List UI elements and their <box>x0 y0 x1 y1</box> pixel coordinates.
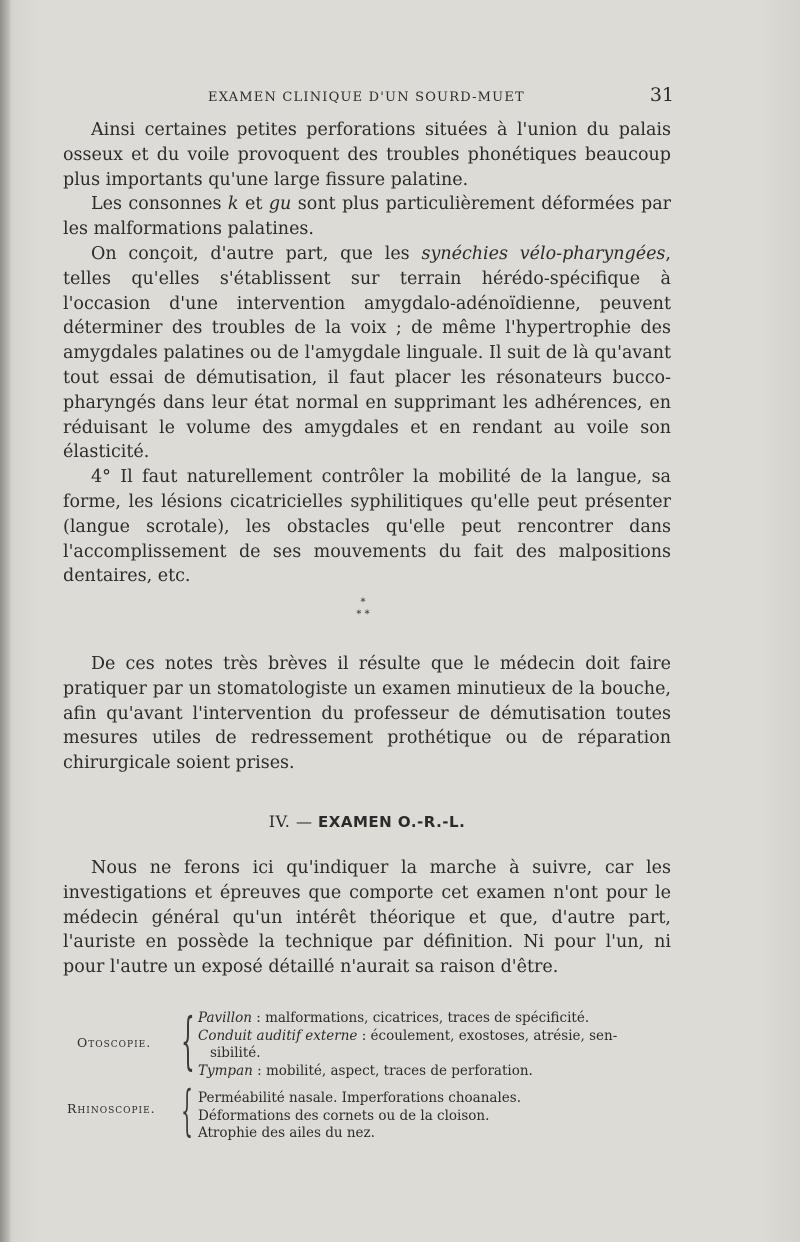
list-item: Perméabilité nasale. Imperforations choanales. <box>198 1090 521 1106</box>
star-top: * <box>360 597 366 608</box>
paragraph-text: Les consonnes <box>91 194 228 215</box>
brace-icon: { <box>181 1079 194 1142</box>
list-item: Déformations des cornets ou de la cloison. <box>198 1107 490 1124</box>
body-text-top <box>63 118 671 589</box>
page-number: 31 <box>649 84 674 106</box>
paragraph-section-intro: Nous ne ferons ici qu'indiquer la marche à suivre, car les investigations et épreuves que comporte cet examen n'ont pour le médecin général qu'un intérêt théorique et que, d'autre part, l'auriste en possède la technique par définition. Ni pour l'un, ni pour l'autre un exposé détaillé n'aurait sa raison d'être. <box>63 858 671 978</box>
item-term: Conduit auditif externe <box>198 1027 358 1044</box>
paragraph-conclusion: De ces notes très brèves il résulte que le médecin doit faire pratiquer par un stomatologiste un examen minutieux de la bouche, afin qu'avant l'intervention du professeur de démutisation toutes mesures utiles de redressement prothétique ou de réparation chirurgicale soient prises. <box>63 654 671 774</box>
section-title: EXAMEN O.-R.-L. <box>318 813 466 831</box>
section-separator-stars <box>343 597 383 621</box>
page-header <box>60 82 674 112</box>
paragraph-synechies <box>63 242 671 465</box>
paragraph-langue <box>63 465 671 589</box>
item-text: : écoulement, exostoses, atrésie, sen- <box>357 1027 618 1044</box>
list-item: Atrophie des ailes du nez. <box>198 1125 375 1141</box>
paragraph-text: et <box>238 194 269 215</box>
list-item <box>198 1028 678 1063</box>
paragraph-text: 4° Il faut naturellement contrôler la mobilité de la langue, sa forme, les lésions cicatricielles syphilitiques qu'elle peut présenter (langue scrotale), les obstacles qu'elle peut rencontrer dans l'accomplissement de ses mouvements du fait des malpositions dentaires, etc. <box>63 467 671 587</box>
italic-term: k <box>227 194 239 215</box>
rhinoscopie-label: Rhinoscopie. <box>67 1101 156 1116</box>
rhinoscopie-items <box>198 1090 678 1143</box>
paragraph-text: sont plus particulièrement déformées par les malformations palatines. <box>63 194 671 240</box>
star-bottom: * * <box>356 609 370 620</box>
italic-term: synéchies vélo-pharyngées <box>421 243 666 264</box>
paragraph-perforations <box>63 118 671 192</box>
body-text-section <box>63 856 671 980</box>
item-text: : mobilité, aspect, traces de perforation. <box>252 1062 533 1079</box>
book-spine-shadow <box>0 0 10 1242</box>
item-text: : malformations, cicatrices, traces de spécificité. <box>251 1010 590 1026</box>
list-item <box>198 1010 678 1028</box>
paragraph-text: Ainsi certaines petites perforations situées à l'union du palais osseux et du voile provoquent des troubles phonétiques beaucoup plus importants qu'une large fissure palatine. <box>63 120 671 190</box>
paragraph-text: , telles qu'elles s'établissent sur terrain hérédo-spécifique à l'occasion d'une intervention amygdalo-adénoïdienne, peuvent déterminer des troubles de la voix ; de même l'hypertrophie des amygdales palatines ou de l'amygdale linguale. Il suit de là qu'avant tout essai de démutisation, il faut placer les résonateurs bucco-pharyngés dans leur état normal en supprimant les adhérences, en réduisant le volume des amygdales et en rendant au voile son élasticité. <box>63 243 671 463</box>
running-head: EXAMEN CLINIQUE D'UN SOURD-MUET <box>208 90 525 105</box>
section-number: IV. — <box>268 812 319 831</box>
otoscopie-label: Otoscopie. <box>77 1035 152 1050</box>
body-text-conclusion <box>63 652 671 776</box>
italic-term: gu <box>268 194 292 215</box>
paragraph-text: On conçoit, d'autre part, que les <box>91 243 422 264</box>
otoscopie-items <box>198 1010 678 1080</box>
section-heading <box>63 812 671 831</box>
item-term: Tympan <box>198 1062 253 1079</box>
otoscopie-block <box>63 1004 683 1079</box>
brace-icon: { <box>181 1004 195 1077</box>
paragraph-consonnes <box>63 192 671 242</box>
list-item <box>198 1063 678 1081</box>
rhinoscopie-block <box>63 1079 683 1144</box>
item-term: Pavillon <box>198 1010 252 1026</box>
item-text-continued: sibilité. <box>210 1045 261 1061</box>
